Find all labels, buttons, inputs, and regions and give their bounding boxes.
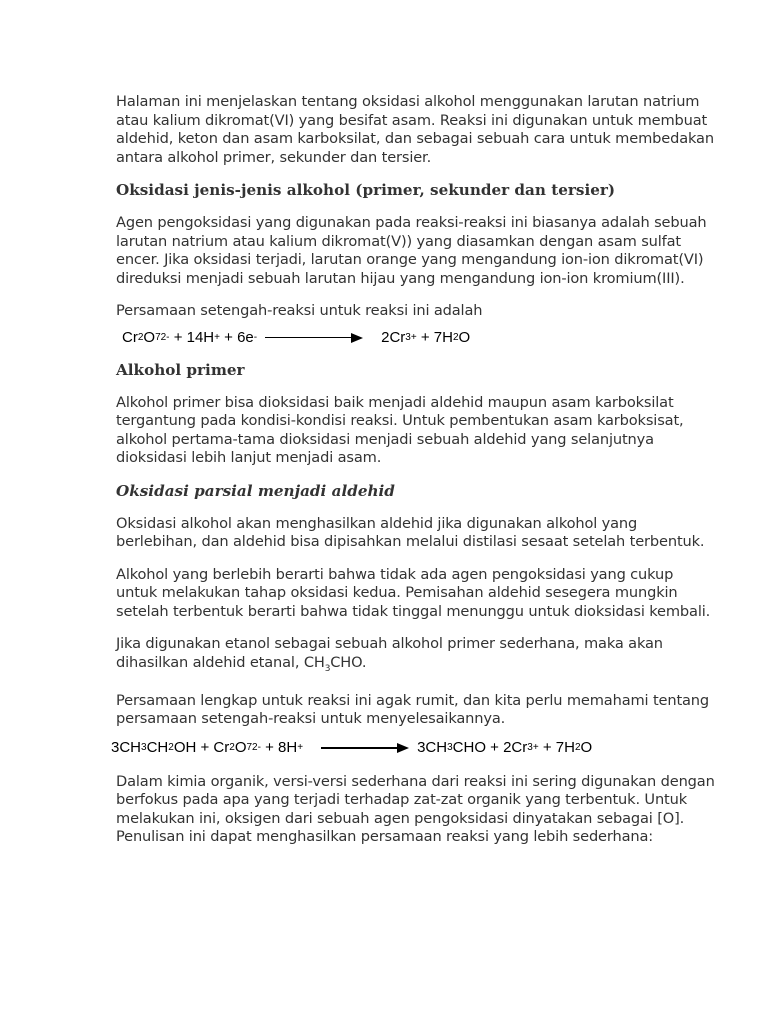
eq-term: O xyxy=(143,329,156,346)
eq-sub: 7 xyxy=(246,742,253,754)
eq-sup: - xyxy=(253,332,258,343)
eq-term: 2Cr xyxy=(381,329,406,346)
half-reaction-intro: Persamaan setengah-reaksi untuk reaksi ini adalah xyxy=(116,302,483,319)
eq-sup: 3+ xyxy=(527,742,539,754)
ethanol-sub: 3 xyxy=(324,663,331,674)
eq-term: CHO + 2Cr xyxy=(452,739,528,757)
eq-sup: + xyxy=(214,332,220,343)
eq-sub: 2 xyxy=(452,332,459,343)
eq-term: O xyxy=(234,739,247,757)
simplified-paragraph: Dalam kimia organik, versi-versi sederhana dari reaksi ini sering digunakan dengan berfokus pada apa yang terjadi terhadap zat-zat organik yang terbentuk. Untuk melakukan ini, oksigen dari sebuah agen pengoksidasi dinyatakan sebagai [O]. Penulisan ini dapat menghasilkan persamaan reaksi yang lebih sederhana: xyxy=(116,772,715,846)
heading-partial-oxidation: Oksidasi parsial menjadi aldehid xyxy=(116,481,395,500)
excess-alcohol-paragraph: Oksidasi alkohol akan menghasilkan aldehid jika digunakan alkohol yang berlebihan, dan aldehid bisa dipisahkan melalui distilasi sesaat setelah terbentuk. xyxy=(116,514,705,550)
eq-term: 3CH xyxy=(417,739,448,757)
ethanol-paragraph xyxy=(116,635,716,678)
oxidizing-agent-paragraph: Agen pengoksidasi yang digunakan pada reaksi-reaksi ini biasanya adalah sebuah larutan natrium atau kalium dikromat(V)) yang diasamkan dengan asam sulfat encer. Jika oksidasi terjadi, larutan orange yang mengandung ion-ion dikromat(VI) direduksi menjadi sebuah larutan hijau yang mengandung ion-ion kromium(III). xyxy=(116,214,707,287)
eq-term: + 7H xyxy=(538,739,575,757)
eq-sub: 3 xyxy=(447,742,453,754)
eq-sup: 2- xyxy=(160,332,170,343)
eq-sup: 2- xyxy=(252,742,261,754)
eq-term: + 8H xyxy=(260,739,298,757)
eq-term: CH xyxy=(146,739,169,757)
eq-sub: 2 xyxy=(168,742,174,754)
excess-explained-paragraph: Alkohol yang berlebih berarti bahwa tidak ada agen pengoksidasi yang cukup untuk melakukan tahap oksidasi kedua. Pemisahan aldehid sesegera mungkin setelah terbentuk berarti bahwa tidak tinggal menunggu untuk dioksidasi kembali. xyxy=(116,565,711,620)
eq-term: O xyxy=(458,329,471,346)
full-equation-intro: Persamaan lengkap untuk reaksi ini agak rumit, dan kita perlu memahami tentang persamaan setengah-reaksi untuk menyelesaikannya. xyxy=(116,691,710,728)
eq-term: 3CH xyxy=(111,739,142,757)
full-reaction-equation xyxy=(111,737,716,759)
reaction-arrow-icon xyxy=(321,743,409,753)
eq-term: Cr xyxy=(122,329,138,346)
eq-term: + 7H xyxy=(416,329,453,346)
eq-term: + 6e xyxy=(220,329,254,346)
heading-primary-alcohol: Alkohol primer xyxy=(116,360,245,379)
eq-sub: 2 xyxy=(574,742,581,754)
eq-sub: 7 xyxy=(155,332,161,343)
eq-sub: 3 xyxy=(141,742,147,754)
eq-sub: 2 xyxy=(137,332,144,343)
eq-term: + 14H xyxy=(169,329,215,346)
eq-term: O xyxy=(580,739,593,757)
ethanol-text-end: CHO. xyxy=(330,653,367,671)
eq-sup: 3+ xyxy=(405,332,417,343)
reaction-arrow-icon xyxy=(265,333,363,343)
eq-sup: + xyxy=(297,742,304,754)
heading-alcohol-types: Oksidasi jenis-jenis alkohol (primer, sekunder dan tersier) xyxy=(116,181,616,199)
ethanol-text: Jika digunakan etanol sebagai sebuah alkohol primer sederhana, maka akan dihasilkan aldehid etanal, CH xyxy=(116,635,663,671)
half-reaction-equation xyxy=(116,327,716,349)
primary-alcohol-paragraph: Alkohol primer bisa dioksidasi baik menjadi aldehid maupun asam karboksilat tergantung pada kondisi-kondisi reaksi. Untuk pembentukan asam karboksisat, alkohol pertama-tama dioksidasi menjadi sebuah aldehid yang selanjutnya dioksidasi lebih lanjut menjadi asam. xyxy=(116,393,684,466)
eq-term: OH + Cr xyxy=(173,739,230,757)
eq-sub: 2 xyxy=(229,742,235,754)
intro-paragraph: Halaman ini menjelaskan tentang oksidasi alkohol menggunakan larutan natrium atau kalium dikromat(VI) yang besifat asam. Reaksi ini digunakan untuk membuat aldehid, keton dan asam karboksilat, dan sebagai sebuah cara untuk membedakan antara alkohol primer, sekunder dan tersier. xyxy=(116,93,714,166)
document-page xyxy=(111,93,716,861)
